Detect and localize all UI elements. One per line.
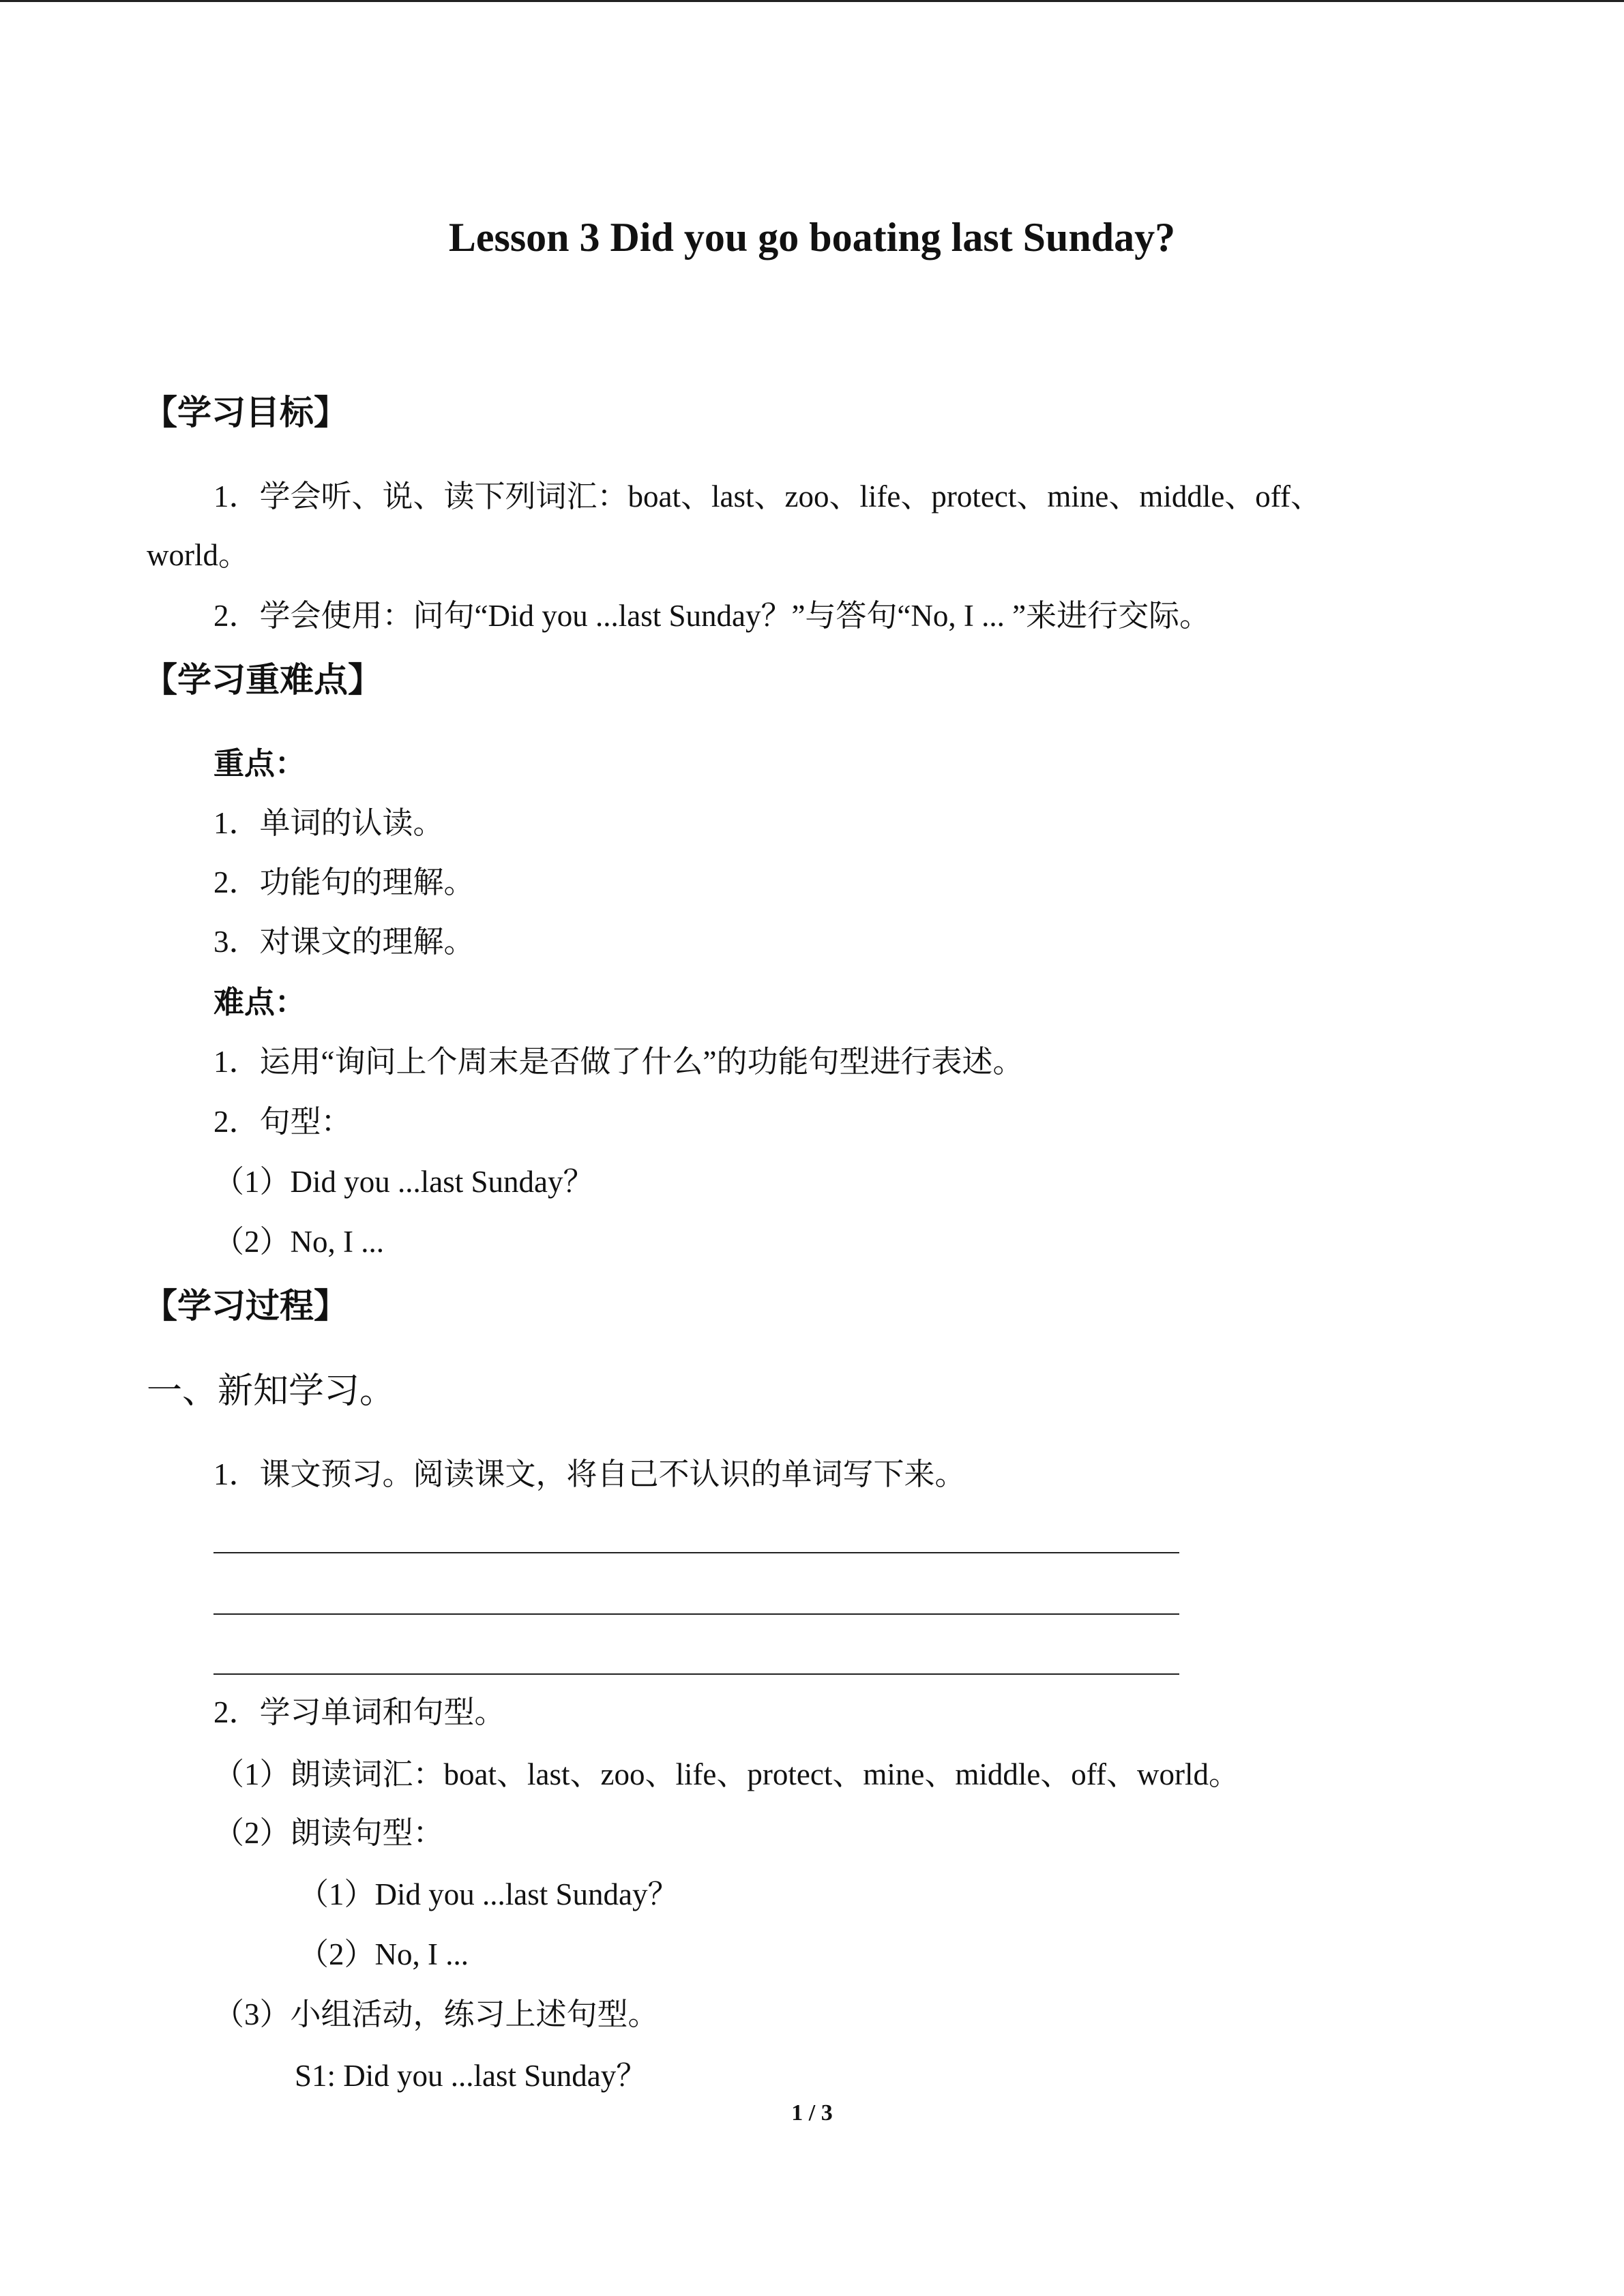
page-number: 1 / 3	[791, 2100, 833, 2126]
objective-item-1-continued: world。	[147, 538, 249, 572]
page-title: Lesson 3 Did you go boating last Sunday?	[448, 215, 1176, 260]
focus-item-3: 3．对课文的理解。	[213, 925, 475, 959]
focus-label: 重点：	[213, 747, 306, 781]
step-2-sub-1: （1）朗读词汇：boat、last、zoo、life、protect、mine、middle、off、world。	[213, 1757, 1239, 1791]
pattern-1: （1）Did you ...last Sunday？	[213, 1165, 594, 1199]
part-1-heading: 一、新知学习。	[147, 1372, 396, 1411]
difficulty-item-1: 1．运用“询问上个周末是否做了什么”的功能句型进行表述。	[213, 1045, 1024, 1079]
process-heading: 【学习过程】	[143, 1287, 348, 1325]
key-points-heading: 【学习重难点】	[143, 661, 382, 699]
pattern-2: （2）No, I ...	[213, 1225, 384, 1259]
answer-line-1[interactable]	[213, 1552, 1179, 1553]
dialog-line-s1: S1: Did you ...last Sunday？	[295, 2059, 647, 2093]
step-2-sub-2: （2）朗读句型：	[213, 1816, 444, 1850]
objective-item-2: 2．学会使用：问句“Did you ...last Sunday？”与答句“No, I ... ”来进行交际。	[213, 599, 1211, 633]
difficulty-item-2: 2．句型：	[213, 1105, 352, 1139]
step-1: 1．课文预习。阅读课文，将自己不认识的单词写下来。	[213, 1457, 966, 1491]
difficulty-label: 难点：	[213, 985, 306, 1019]
step-2: 2．学习单词和句型。	[213, 1695, 505, 1729]
objective-item-1: 1．学会听、说、读下列词汇：boat、last、zoo、life、protect、mine、middle、off、	[213, 479, 1321, 513]
sentence-pattern-2: （2）No, I ...	[298, 1937, 469, 1971]
top-border	[0, 0, 1624, 2]
focus-item-1: 1．单词的认读。	[213, 806, 444, 840]
focus-item-2: 2．功能句的理解。	[213, 865, 475, 899]
sentence-pattern-1: （1）Did you ...last Sunday？	[298, 1877, 679, 1911]
step-2-sub-3: （3）小组活动，练习上述句型。	[213, 1997, 659, 2031]
answer-line-2[interactable]	[213, 1613, 1179, 1615]
objectives-heading: 【学习目标】	[143, 393, 348, 432]
answer-line-3[interactable]	[213, 1673, 1179, 1675]
